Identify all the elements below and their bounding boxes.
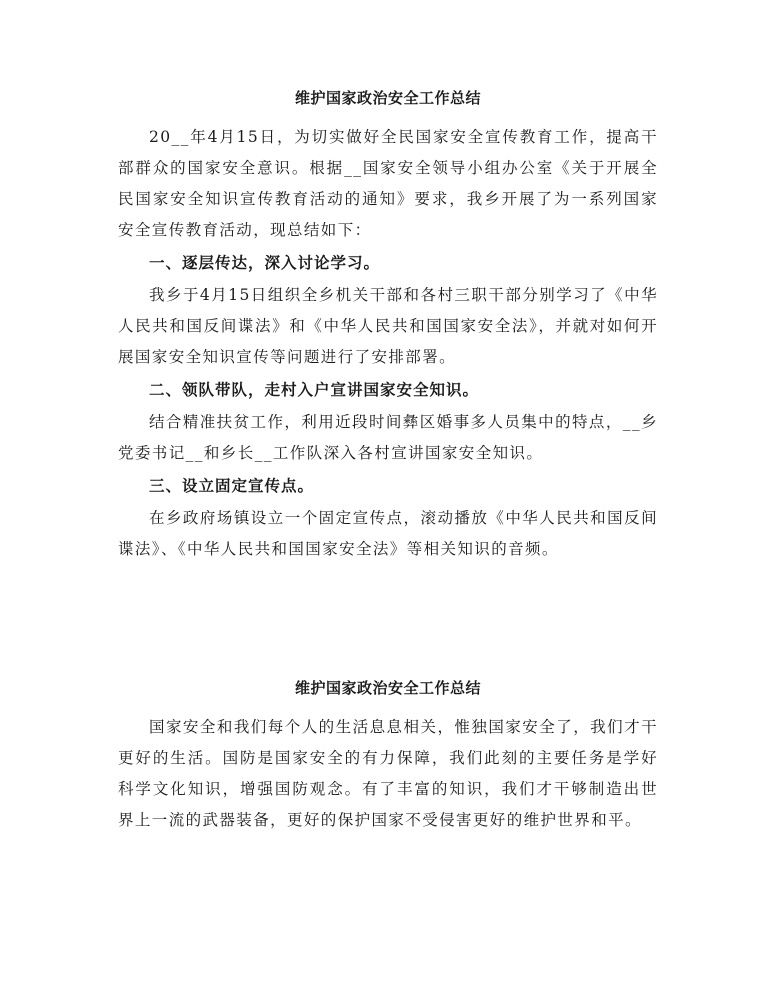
summary-section-2 <box>118 678 658 836</box>
section-2-paragraph-1: 国家安全和我们每个人的生活息息相关，惟独国家安全了，我们才干更好的生活。国防是国家安全的有力保障，我们此刻的主要任务是学好科学文化知识，增强国防观念。有了丰富的知识，我们才干够制造出世界上一流的武器装备，更好的保护国家不受侵害更好的维护世界和平。 <box>118 718 658 829</box>
section-1-paragraph-3: 在乡政府场镇设立一个固定宣传点，滚动播放《中华人民共和国反间谍法》、《中华人民共和国国家安全法》等相关知识的音频。 <box>118 509 658 558</box>
section-1-heading-3: 三、设立固定宣传点。 <box>149 477 315 495</box>
section-1-paragraph-2: 结合精准扶贫工作，利用近段时间彝区婚事多人员集中的特点，__乡党委书记__和乡长__工作队深入各村宣讲国家安全知识。 <box>118 413 658 462</box>
section-1-heading-1: 一、逐层传达，深入讨论学习。 <box>149 254 381 272</box>
section-2-title: 维护国家政治安全工作总结 <box>294 679 481 697</box>
section-1-paragraph-1: 我乡于4月15日组织全乡机关干部和各村三职干部分别学习了《中华人民共和国反间谍法》和《中华人民共和国国家安全法》，并就对如何开展国家安全知识宣传等问题进行了安排部署。 <box>118 286 658 366</box>
section-1-title: 维护国家政治安全工作总结 <box>294 89 481 107</box>
section-1-heading-2: 二、领队带队，走村入户宣讲国家安全知识。 <box>149 381 480 399</box>
summary-section-1 <box>118 88 658 565</box>
section-1-intro-paragraph: 20__年4月15日，为切实做好全民国家安全宣传教育工作，提高干部群众的国家安全意识。根据__国家安全领导小组办公室《关于开展全民国家安全知识宣传教育活动的通知》要求，我乡开展了为一系列国家安全宣传教育活动，现总结如下： <box>118 128 658 239</box>
